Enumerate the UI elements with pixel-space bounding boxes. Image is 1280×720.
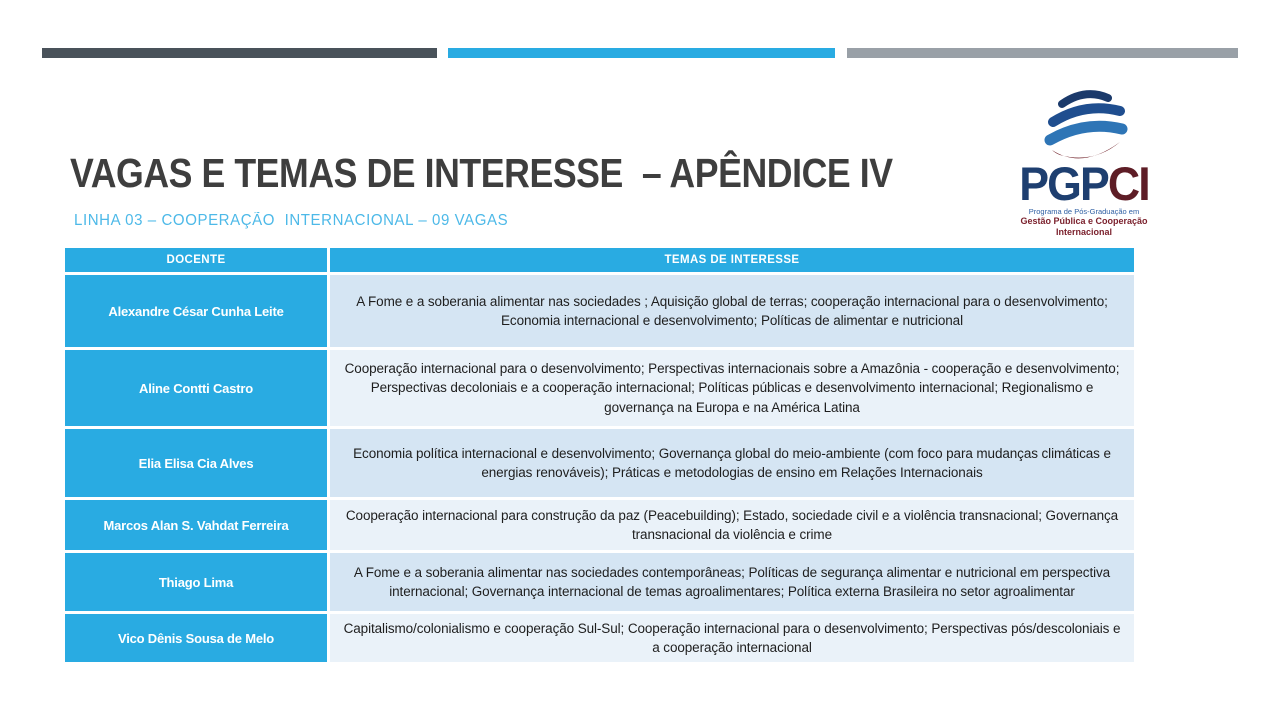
- header-docente: DOCENTE: [65, 248, 327, 272]
- page-title: VAGAS E TEMAS DE INTERESSE – APÊNDICE IV: [70, 150, 893, 196]
- page-subtitle: LINHA 03 – COOPERAÇÃO INTERNACIONAL – 09 VAGAS: [74, 212, 509, 229]
- pgpci-logo: [998, 86, 1170, 238]
- logo-acronym-primary: PGP: [1019, 157, 1108, 210]
- docente-cell: Alexandre César Cunha Leite: [65, 275, 327, 347]
- temas-cell: Economia política internacional e desenvolvimento; Governança global do meio-ambiente (com foco para mudanças climáticas e energias renováveis); Práticas e metodologias de ensino em Relações Internacionais: [330, 429, 1134, 497]
- temas-cell: Capitalismo/colonialismo e cooperação Sul-Sul; Cooperação internacional para o desenvolvimento; Perspectivas pós/descoloniais e a cooperação internacional: [330, 614, 1134, 662]
- docente-cell: Marcos Alan S. Vahdat Ferreira: [65, 500, 327, 550]
- temas-cell: A Fome e a soberania alimentar nas sociedades ; Aquisição global de terras; cooperação internacional para o desenvolvimento; Economia internacional e desenvolvimento; Políticas de alimentar e nutricional: [330, 275, 1134, 347]
- docente-cell: Aline Contti Castro: [65, 350, 327, 426]
- logo-acronym: [1002, 157, 1165, 210]
- logo-acronym-secondary: CI: [1107, 157, 1149, 210]
- docente-cell: Elia Elisa Cia Alves: [65, 429, 327, 497]
- temas-cell: Cooperação internacional para o desenvolvimento; Perspectivas internacionais sobre a Amazônia - cooperação e desenvolvimento; Perspectivas decoloniais e a cooperação internacional; Políticas públicas e desenvolvimento internacional; Regionalismo e governança na Europa e na América Latina: [330, 350, 1134, 426]
- temas-cell: Cooperação internacional para construção da paz (Peacebuilding); Estado, sociedade civil e a violência transnacional; Governança transnacional da violência e crime: [330, 500, 1134, 550]
- logo-tagline-line2: Gestão Pública e Cooperação Internacional: [1020, 216, 1148, 237]
- logo-tagline-line1: Programa de Pós-Graduação em: [1028, 207, 1140, 216]
- globe-icon: [1028, 86, 1140, 162]
- header-temas: TEMAS DE INTERESSE: [330, 248, 1134, 272]
- top-accent-bar-gray: [847, 48, 1238, 58]
- interest-table: [65, 248, 1134, 662]
- top-accent-bar-blue: [448, 48, 835, 58]
- docente-cell: Vico Dênis Sousa de Melo: [65, 614, 327, 662]
- docente-cell: Thiago Lima: [65, 553, 327, 611]
- top-accent-bar-dark: [42, 48, 437, 58]
- temas-cell: A Fome e a soberania alimentar nas sociedades contemporâneas; Políticas de segurança alimentar e nutricional em perspectiva internacional; Governança internacional de temas agroalimentares; Política externa Brasileira no setor agroalimentar: [330, 553, 1134, 611]
